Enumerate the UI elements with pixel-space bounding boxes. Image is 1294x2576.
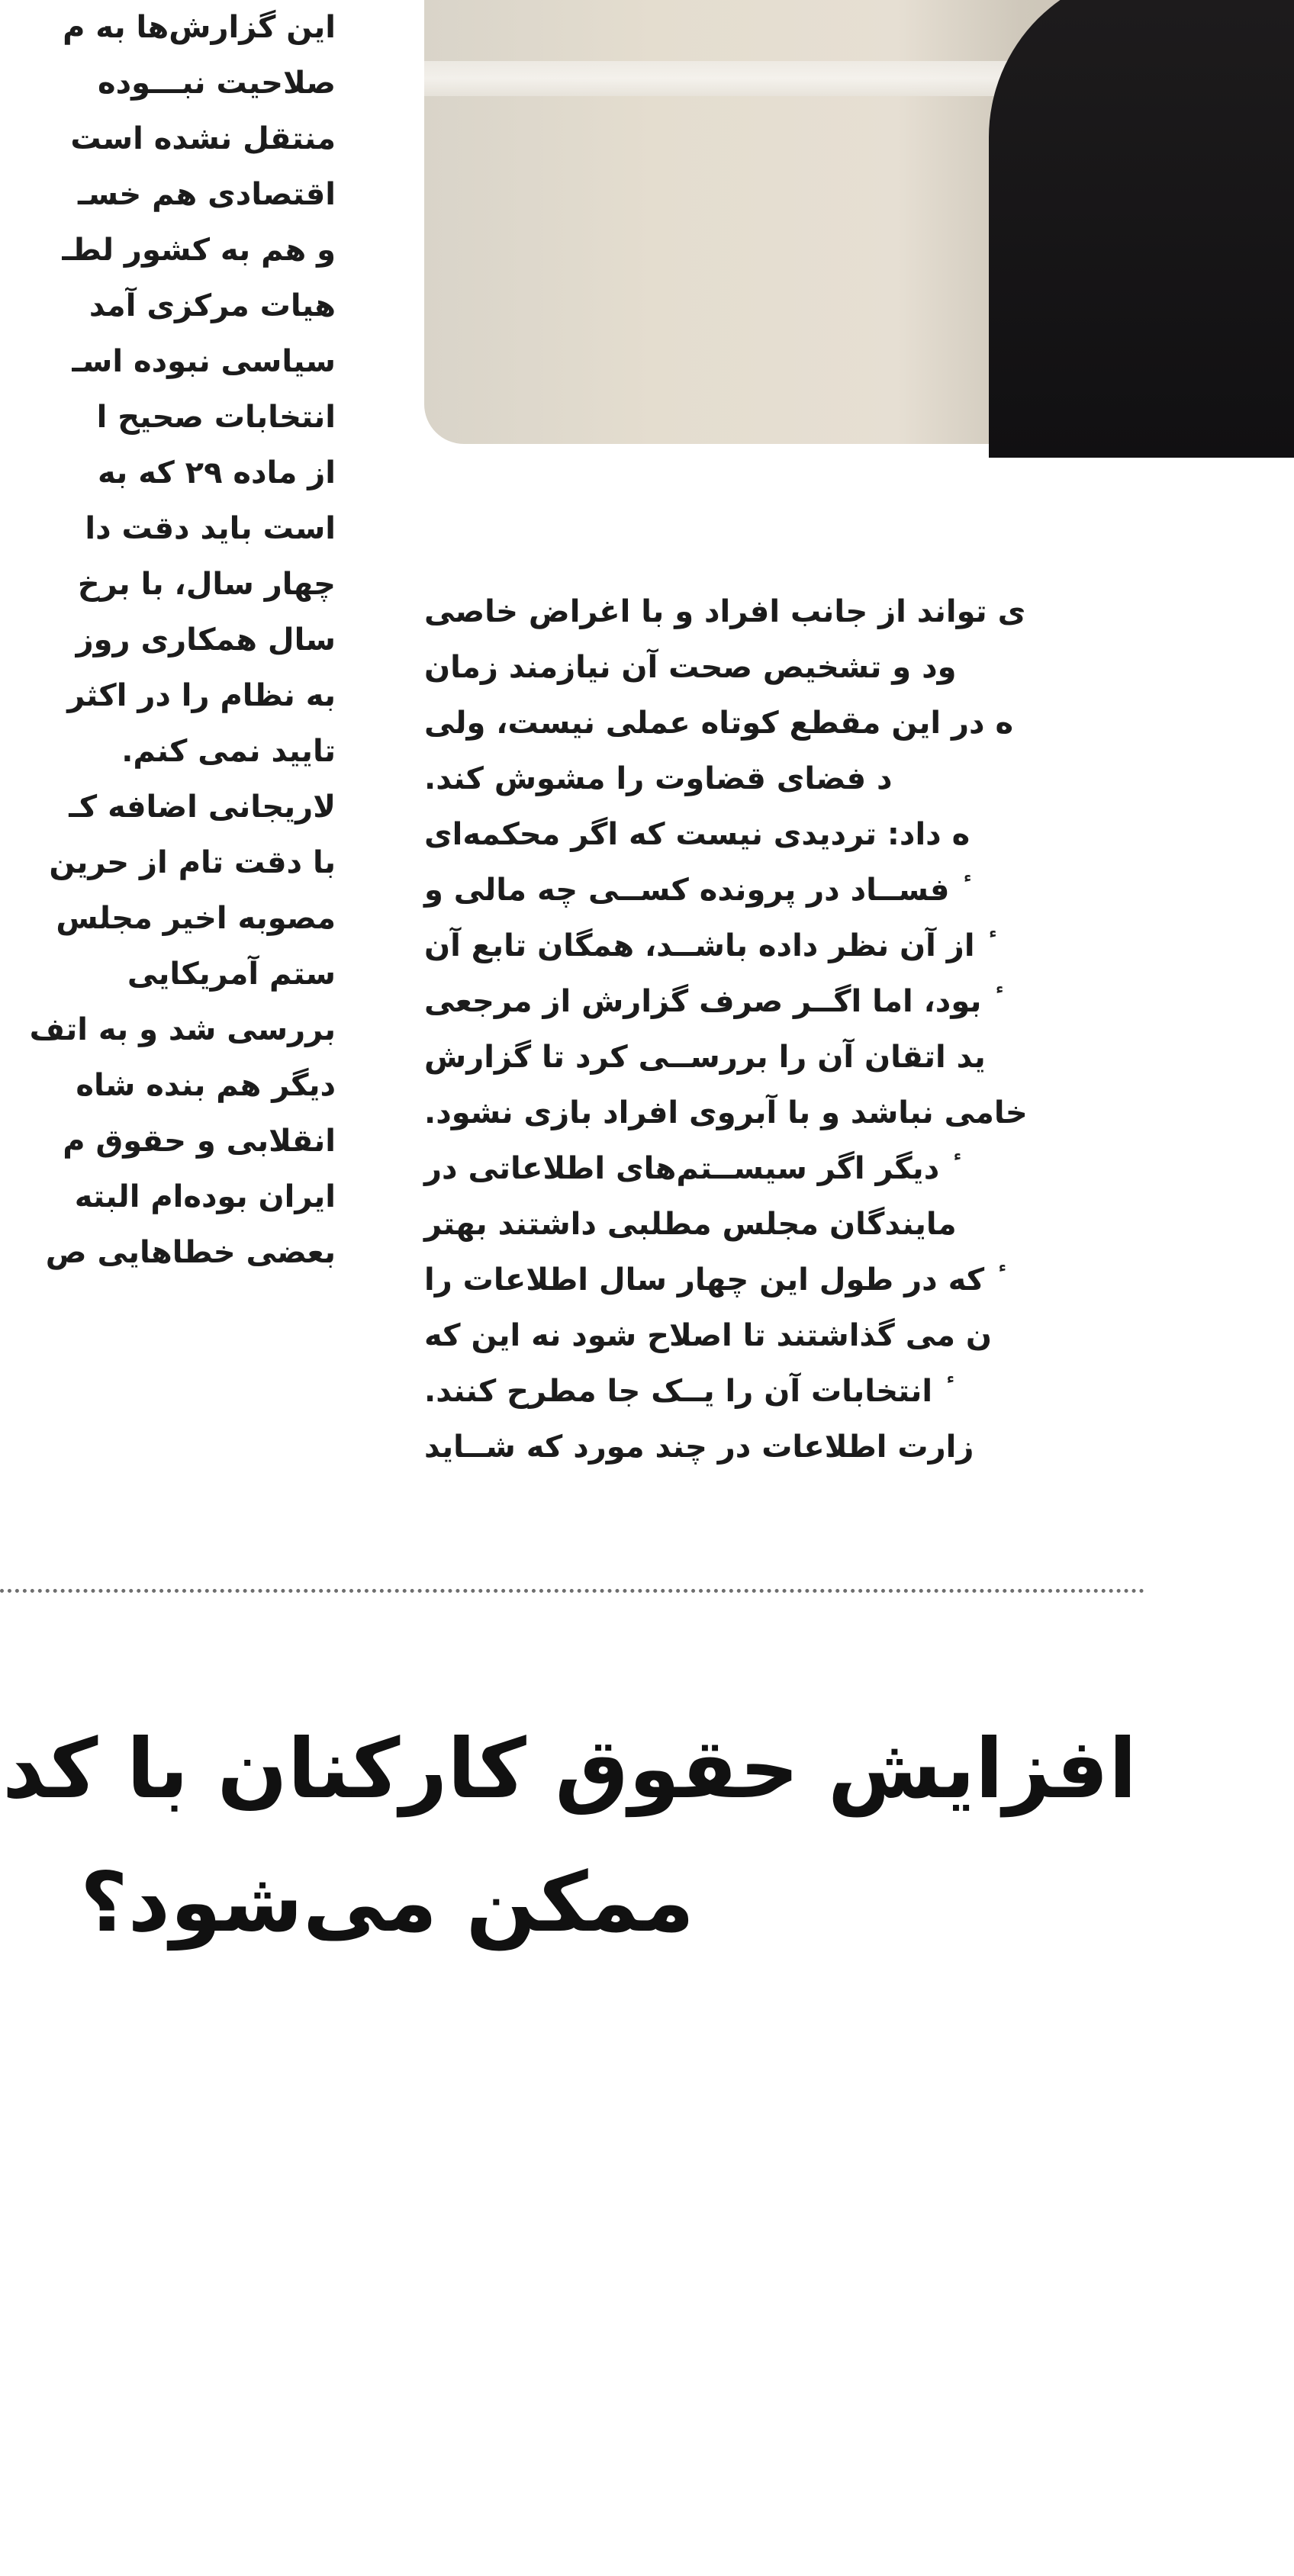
text-line: و هم به کشور لطـ (62, 233, 336, 268)
text-line: ید اتقان آن را بررســی کرد تا گزارش (424, 1040, 986, 1075)
photo-person-figure (989, 0, 1294, 458)
text-line: ٔ انتخابات آن را یــک جا مطرح کنند. (424, 1374, 944, 1409)
text-line: ن می گذاشتند تا اصلاح شود نه این که (424, 1318, 993, 1353)
text-line: ه داد: تردیدی نیست که اگر محکمه‌ای (424, 817, 970, 852)
text-line: سال همکاری روز (76, 622, 336, 658)
text-line: از ماده ۲۹ که به (98, 455, 336, 490)
text-line: سیاسی نبوده اسـ (72, 344, 336, 379)
text-line: چهار سال، با برخ (77, 567, 336, 602)
text-line: ٔ از آن نظر داده باشــد، همگان تابع آن (424, 928, 986, 963)
text-line: بررسی شد و به اتف (29, 1012, 336, 1047)
text-line: با دقت تام از حرین (49, 845, 336, 880)
dotted-divider (0, 1589, 1144, 1593)
text-line: اقتصادی هم خسـ (77, 177, 336, 212)
text-line: د فضای قضاوت را مشوش کند. (424, 761, 893, 796)
text-line: ٔ که در طول این چهار سال اطلاعات را (424, 1262, 996, 1298)
text-line: ستم آمریکایی (127, 957, 336, 992)
text-line: ی تواند از جانب افراد و با اغراض خاصی (424, 594, 1026, 629)
text-line: انقلابی و حقوق م (63, 1124, 336, 1159)
text-line: لاریجانی اضافه کـ (69, 790, 336, 825)
text-line: منتقل نشده است (70, 121, 336, 156)
text-line: هیات مرکزی آمد (89, 288, 336, 323)
text-line: ٔ دیگر اگر سیســتم‌های اطلاعاتی در (424, 1151, 951, 1186)
text-line: ٔ بود، اما اگــر صرف گزارش از مرجعی (424, 984, 993, 1019)
text-line: ود و تشخیص صحت آن نیازمند زمان (424, 650, 957, 685)
text-line: دیگر هم بنده شاه (76, 1068, 336, 1103)
text-line: ٔ فســاد در پرونده کســی چه مالی و (424, 873, 961, 908)
right-text-column (424, 584, 1144, 1475)
text-line: تایید نمی کنم. (121, 734, 336, 769)
text-line: مصوبه اخیر مجلس (56, 901, 336, 936)
text-line: این گزارش‌ها به م (63, 10, 336, 45)
text-line: زارت اطلاعات در چند مورد که شــاید (424, 1430, 974, 1465)
left-text-column (0, 0, 336, 1281)
text-line: انتخابات صحیح ا (96, 400, 336, 435)
text-line: بعضی خطاهایی ص (45, 1235, 336, 1270)
headline-line-1: افزایش حقوق کارکنان با کد (2, 1722, 1137, 1817)
text-line: به نظام را در اکثر (67, 678, 336, 713)
text-line: ه در این مقطع کوتاه عملی نیست، ولی (424, 706, 1014, 741)
text-line: مایندگان مجلس مطلبی داشتند بهتر (424, 1207, 957, 1242)
article-photo (424, 0, 1187, 444)
headline-line-2: ممکن می‌شود؟ (80, 1855, 694, 1950)
text-line: است باید دقت دا (85, 511, 336, 546)
text-line: خامی نباشد و با آبروی افراد بازی نشود. (424, 1095, 1028, 1130)
text-line: ایران بوده‌ام البته (74, 1179, 336, 1214)
text-line: صلاحیت نبـــوده (97, 66, 336, 101)
